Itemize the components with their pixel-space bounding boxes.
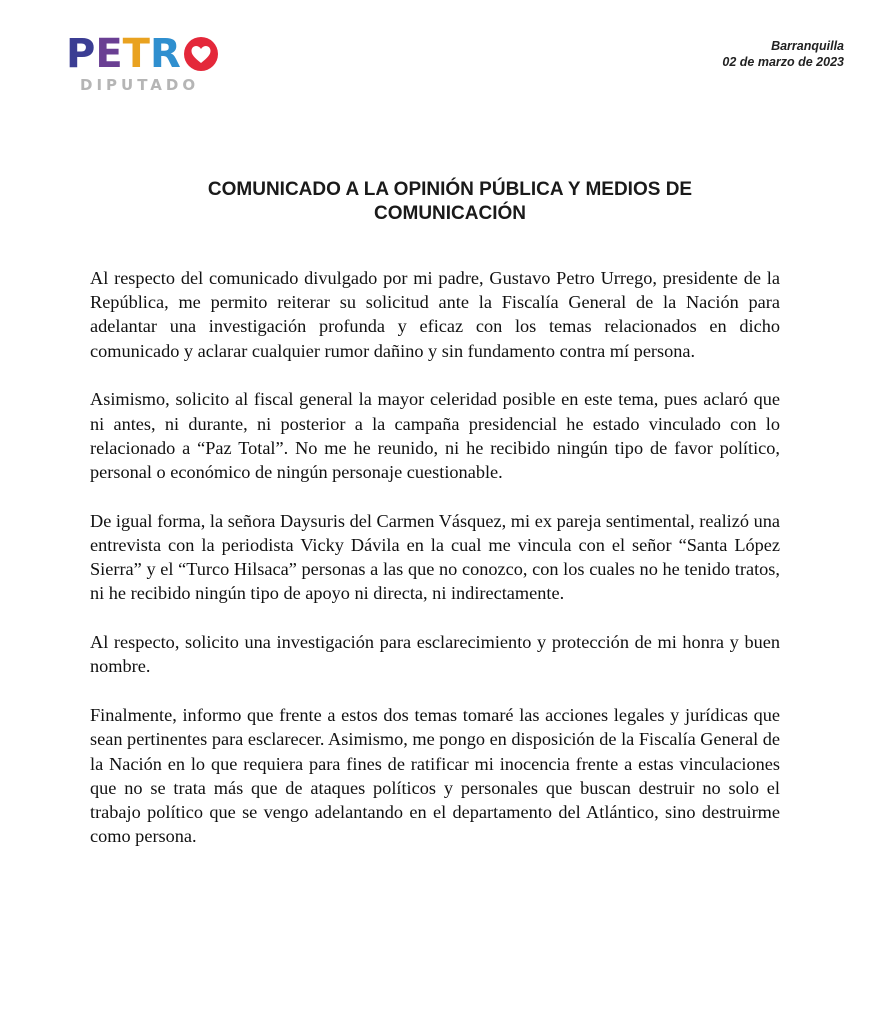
document-body <box>90 266 780 873</box>
logo-letter: P <box>66 31 96 77</box>
logo-wordmark <box>66 32 256 76</box>
heart-o-icon <box>183 36 219 72</box>
logo-letter: E <box>95 31 123 77</box>
date: 02 de marzo de 2023 <box>722 55 844 69</box>
paragraph: De igual forma, la señora Daysuris del Carmen Vásquez, mi ex pareja sentimental, realizó una entrevista con la periodista Vicky Dávila en la cual me vincula con el señor “Santa López Sierra” y el “Turco Hilsaca” personas a las que no conozco, con los cuales no he tenido tratos, ni he recibido ningún tipo de apoyo ni directa, ni indirectamente. <box>90 510 780 604</box>
paragraph: Asimismo, solicito al fiscal general la mayor celeridad posible en este tema, pues aclaró que ni antes, ni durante, ni posterior a la campaña presidencial he estado vinculado con lo relacionado a “Paz Total”. No me he reunido, ni he recibido ningún tipo de favor político, personal o económico de ningún personaje cuestionable. <box>90 389 780 483</box>
logo-letter: R <box>149 31 181 77</box>
paragraph: Al respecto, solicito una investigación para esclarecimiento y protección de mi honra y buen nombre. <box>90 632 780 677</box>
petro-diputado-logo <box>66 32 256 96</box>
document-title <box>90 178 810 226</box>
paragraph: Finalmente, informo que frente a estos dos temas tomaré las acciones legales y jurídicas que sean pertinentes para esclarecer. Asimismo, me pongo en disposición de la Fiscalía General de la Nación en lo que requiera para fines de ratificar mi inocencia frente a estas vinculaciones que no se trata más que de ataques políticos y personales que buscan destruir no solo el trabajo político que se vengo adelantando en el departamento del Atlántico, sino destruirme como persona. <box>90 705 780 847</box>
paragraph: Al respecto del comunicado divulgado por mi padre, Gustavo Petro Urrego, presidente de la República, me permito reiterar su solicitud ante la Fiscalía General de la Nación para adelantar una investigación profunda y eficaz con los temas relacionados en dicho comunicado y aclarar cualquier rumor dañino y sin fundamento contra mí persona. <box>90 268 780 361</box>
title-line: COMUNICACIÓN <box>374 203 526 224</box>
logo-letter: T <box>122 31 150 77</box>
logo-subtitle: DIPUTADO <box>80 76 200 94</box>
place-date-block <box>722 38 844 70</box>
place: Barranquilla <box>771 39 844 53</box>
title-line: COMUNICADO A LA OPINIÓN PÚBLICA Y MEDIOS DE <box>207 179 693 200</box>
